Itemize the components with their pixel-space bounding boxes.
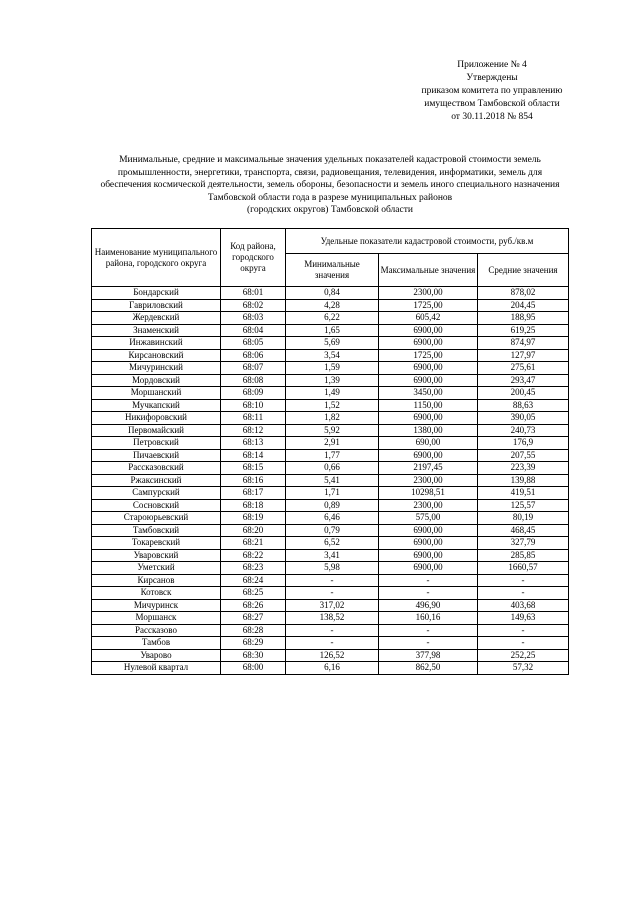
cell-municipality: Тамбов [92,637,221,650]
cell-min-value: 6,22 [286,312,379,325]
table-row [92,287,569,300]
cell-max-value: - [379,574,478,587]
cell-min-value: 6,46 [286,512,379,525]
cell-code: 68:20 [221,524,286,537]
cell-max-value: 160,16 [379,612,478,625]
table-row [92,299,569,312]
table-row [92,524,569,537]
table-row [92,662,569,675]
cell-avg-value: 204,45 [478,299,569,312]
cell-min-value: 5,92 [286,424,379,437]
cell-max-value: 2300,00 [379,474,478,487]
cell-avg-value: 188,95 [478,312,569,325]
cell-min-value: - [286,587,379,600]
cell-max-value: 1725,00 [379,299,478,312]
cell-avg-value: 468,45 [478,524,569,537]
cell-avg-value: 240,73 [478,424,569,437]
cell-code: 68:29 [221,637,286,650]
cell-code: 68:26 [221,599,286,612]
cell-municipality: Первомайский [92,424,221,437]
cell-municipality: Петровский [92,437,221,450]
cell-code: 68:14 [221,449,286,462]
document-title [80,154,580,217]
cell-max-value: 6900,00 [379,524,478,537]
table-row [92,387,569,400]
approval-authority-line: имуществом Тамбовской области [424,99,560,109]
cell-municipality: Никифоровский [92,412,221,425]
cell-max-value: 6900,00 [379,362,478,375]
table-row [92,587,569,600]
cell-min-value: 1,71 [286,487,379,500]
cell-code: 68:09 [221,387,286,400]
cell-min-value: 1,52 [286,399,379,412]
cell-min-value: 0,89 [286,499,379,512]
table-row [92,374,569,387]
cell-code: 68:02 [221,299,286,312]
cell-min-value: 5,69 [286,337,379,350]
cell-avg-value: 176,9 [478,437,569,450]
table-row [92,512,569,525]
header-code: Код района, городского округа [221,229,286,287]
cell-max-value: 6900,00 [379,324,478,337]
cell-max-value: 6900,00 [379,449,478,462]
table-row [92,649,569,662]
cell-code: 68:27 [221,612,286,625]
cell-min-value: 2,91 [286,437,379,450]
cell-max-value: 1150,00 [379,399,478,412]
approval-block [392,59,592,124]
cell-municipality: Мучкапский [92,399,221,412]
cell-min-value: 138,52 [286,612,379,625]
cell-code: 68:12 [221,424,286,437]
cell-avg-value: 57,32 [478,662,569,675]
title-line: промышленности, энергетики, транспорта, связи, радиовещания, телевидения, информатики, земель для [117,167,543,178]
cell-max-value: 2300,00 [379,287,478,300]
header-min: Минимальные значения [286,254,379,287]
cell-code: 68:18 [221,499,286,512]
table-row [92,487,569,500]
cadastral-values-table [91,228,569,675]
cell-min-value: 6,16 [286,662,379,675]
table-row [92,349,569,362]
cell-min-value: 5,98 [286,562,379,575]
cell-min-value: - [286,574,379,587]
cell-municipality: Мордовский [92,374,221,387]
table-row [92,324,569,337]
cell-min-value: 1,65 [286,324,379,337]
cell-municipality: Ржаксинский [92,474,221,487]
cell-avg-value: - [478,587,569,600]
cell-min-value: 5,41 [286,474,379,487]
cell-max-value: 377,98 [379,649,478,662]
cell-code: 68:22 [221,549,286,562]
cell-max-value: 6900,00 [379,337,478,350]
table-row [92,624,569,637]
cell-code: 68:23 [221,562,286,575]
cell-municipality: Староюрьевский [92,512,221,525]
cell-max-value: 605,42 [379,312,478,325]
table-row [92,574,569,587]
table-row [92,537,569,550]
cell-max-value: - [379,587,478,600]
cell-municipality: Рассказовский [92,462,221,475]
cell-municipality: Мичуринский [92,362,221,375]
title-line: обеспечения космической деятельности, земель обороны, безопасности и земель иного специального назначения [100,180,560,191]
cell-max-value: - [379,637,478,650]
cell-municipality: Нулевой квартал [92,662,221,675]
header-municipality: Наименование муниципального района, городского округа [92,229,221,287]
cell-max-value: 6900,00 [379,562,478,575]
cell-code: 68:17 [221,487,286,500]
approval-date-number: от 30.11.2018 № 854 [451,112,533,122]
cell-municipality: Тамбовский [92,524,221,537]
cell-municipality: Бондарский [92,287,221,300]
cell-max-value: 6900,00 [379,549,478,562]
table-row [92,549,569,562]
cell-max-value: 2300,00 [379,499,478,512]
cell-min-value: 3,54 [286,349,379,362]
cell-avg-value: - [478,574,569,587]
cell-avg-value: 139,88 [478,474,569,487]
cell-municipality: Моршанск [92,612,221,625]
cell-min-value: 3,41 [286,549,379,562]
cell-avg-value: 419,51 [478,487,569,500]
table-row [92,637,569,650]
cell-min-value: - [286,637,379,650]
cell-avg-value: - [478,637,569,650]
cell-code: 68:25 [221,587,286,600]
cell-municipality: Сампурский [92,487,221,500]
cell-min-value: 0,79 [286,524,379,537]
cell-code: 68:04 [221,324,286,337]
cell-municipality: Рассказово [92,624,221,637]
table-row [92,449,569,462]
cell-avg-value: 252,25 [478,649,569,662]
cell-avg-value: 207,55 [478,449,569,462]
cell-avg-value: 619,25 [478,324,569,337]
approved-label: Утверждены [466,73,518,83]
cell-code: 68:30 [221,649,286,662]
cell-max-value: 690,00 [379,437,478,450]
cell-code: 68:03 [221,312,286,325]
cell-avg-value: 223,39 [478,462,569,475]
cell-max-value: 6900,00 [379,374,478,387]
cell-max-value: 10298,51 [379,487,478,500]
table-row [92,399,569,412]
cell-avg-value: 403,68 [478,599,569,612]
cell-municipality: Гавриловский [92,299,221,312]
cell-min-value: 1,49 [286,387,379,400]
cell-avg-value: 327,79 [478,537,569,550]
cell-municipality: Пичаевский [92,449,221,462]
header-values-group: Удельные показатели кадастровой стоимости, руб./кв.м [286,229,569,254]
table-row [92,562,569,575]
cell-max-value: 496,90 [379,599,478,612]
title-line: (городских округов) Тамбовской области [247,205,413,216]
cell-code: 68:16 [221,474,286,487]
cell-avg-value: 149,63 [478,612,569,625]
table-row [92,362,569,375]
header-avg: Средние значения [478,254,569,287]
table-row [92,412,569,425]
cell-max-value: 6900,00 [379,412,478,425]
cell-avg-value: 1660,57 [478,562,569,575]
table-row [92,474,569,487]
cell-avg-value: 127,97 [478,349,569,362]
cell-code: 68:15 [221,462,286,475]
cell-code: 68:28 [221,624,286,637]
cell-code: 68:13 [221,437,286,450]
cell-min-value: 1,39 [286,374,379,387]
cell-municipality: Мичуринск [92,599,221,612]
cell-code: 68:10 [221,399,286,412]
cell-code: 68:11 [221,412,286,425]
cell-min-value: 1,77 [286,449,379,462]
table-row [92,599,569,612]
cell-avg-value: 125,57 [478,499,569,512]
appendix-number: Приложение № 4 [457,60,527,70]
cell-avg-value: 275,61 [478,362,569,375]
cell-max-value: 6900,00 [379,537,478,550]
cell-municipality: Инжавинский [92,337,221,350]
cell-municipality: Кирсановский [92,349,221,362]
cell-code: 68:19 [221,512,286,525]
approval-order-line: приказом комитета по управлению [421,86,563,96]
cell-code: 68:05 [221,337,286,350]
cell-avg-value: 878,02 [478,287,569,300]
cell-municipality: Знаменский [92,324,221,337]
cell-municipality: Моршанский [92,387,221,400]
cell-max-value: 2197,45 [379,462,478,475]
table-row [92,424,569,437]
cell-code: 68:21 [221,537,286,550]
header-max: Максимальные значения [379,254,478,287]
cell-avg-value: 874,97 [478,337,569,350]
cell-avg-value: 200,45 [478,387,569,400]
cell-avg-value: 80,19 [478,512,569,525]
table-row [92,437,569,450]
cell-min-value: 4,28 [286,299,379,312]
table-row [92,499,569,512]
cell-min-value: 6,52 [286,537,379,550]
cell-min-value: 1,82 [286,412,379,425]
cell-municipality: Котовск [92,587,221,600]
table-row [92,337,569,350]
cell-min-value: 0,84 [286,287,379,300]
cell-avg-value: 285,85 [478,549,569,562]
cell-code: 68:01 [221,287,286,300]
cell-municipality: Жердевский [92,312,221,325]
table-row [92,462,569,475]
cell-code: 68:00 [221,662,286,675]
cell-max-value: - [379,624,478,637]
cell-min-value: 0,66 [286,462,379,475]
cell-code: 68:24 [221,574,286,587]
table-row [92,612,569,625]
cell-code: 68:08 [221,374,286,387]
cell-municipality: Токаревский [92,537,221,550]
cell-avg-value: - [478,624,569,637]
cell-max-value: 862,50 [379,662,478,675]
cell-max-value: 575,00 [379,512,478,525]
cell-municipality: Уваровский [92,549,221,562]
cell-min-value: 126,52 [286,649,379,662]
cell-avg-value: 293,47 [478,374,569,387]
cell-avg-value: 88,63 [478,399,569,412]
cell-municipality: Кирсанов [92,574,221,587]
cell-min-value: - [286,624,379,637]
cell-max-value: 1725,00 [379,349,478,362]
title-line: Минимальные, средние и максимальные значения удельных показателей кадастровой стоимости земель [119,155,541,165]
cell-municipality: Уметский [92,562,221,575]
table-body [92,287,569,675]
cell-code: 68:07 [221,362,286,375]
title-line: Тамбовской области года в разрезе муниципальных районов [207,192,453,203]
cell-max-value: 3450,00 [379,387,478,400]
cell-avg-value: 390,05 [478,412,569,425]
cell-min-value: 317,02 [286,599,379,612]
cell-municipality: Сосновский [92,499,221,512]
cell-max-value: 1380,00 [379,424,478,437]
cell-code: 68:06 [221,349,286,362]
cell-min-value: 1,59 [286,362,379,375]
table-row [92,312,569,325]
cell-municipality: Уварово [92,649,221,662]
